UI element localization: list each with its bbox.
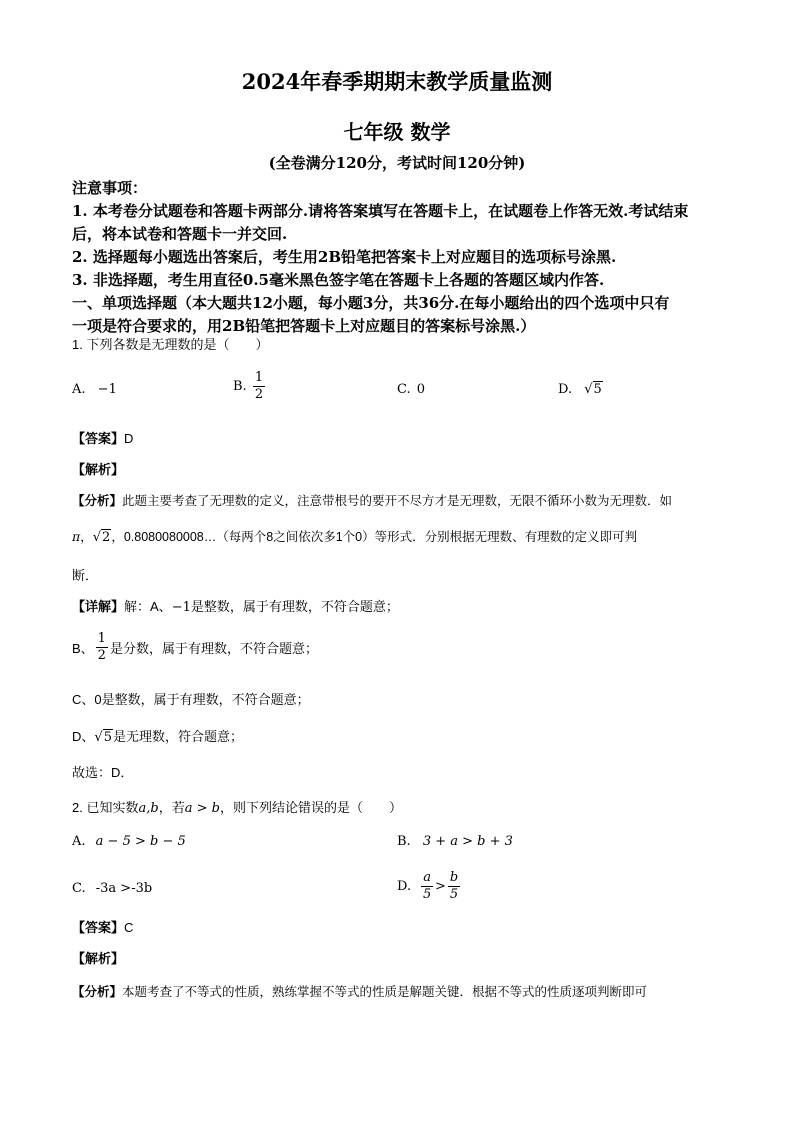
q1-option-b-num: 1 — [254, 370, 264, 385]
q1-xiangjie-b-fraction: $\frac{1}{2}$ — [97, 631, 106, 663]
q1-option-b — [233, 370, 267, 403]
q1-option-b-den: 2 — [254, 387, 264, 402]
q1-option-b-fraction — [253, 370, 265, 403]
q1-xiangjie-d: D、√5是无理数，符合题意； — [72, 729, 243, 745]
q2-stem: 2. 已知实数a,b，若a > b，则下列结论错误的是（ ） — [72, 800, 402, 816]
q1-answer-value: D — [124, 431, 134, 446]
q2-stem-condition: a > b — [184, 801, 220, 816]
q1-option-d-sqrt: √5 — [584, 382, 602, 397]
q2-option-d: D. $\frac{a}{5}$ > $\frac{b}{5}$ — [397, 870, 459, 902]
q1-fenxi-comma: ， — [80, 530, 93, 544]
page-title: 2024年春季期期末教学质量监测 — [241, 69, 553, 94]
q1-option-c-label: C. — [397, 382, 411, 397]
section-heading: 一、单项选择题（本大题共12小题，每小题3分，共36分.在每小题给出的四个选项中只有 — [72, 294, 670, 312]
q1-xiangjie-b: B、 $\frac{1}{2}$ 是分数，属于有理数，不符合题意； — [72, 631, 318, 663]
q2-option-c: C. -3a >-3b — [72, 881, 153, 896]
section-heading-cont: 一项是符合要求的，用2B铅笔把答题卡上对应题目的答案标号涂黑.） — [72, 317, 536, 335]
notes-heading: 注意事项： — [72, 179, 148, 197]
q1-option-d-label: D. — [558, 382, 573, 397]
q1-fenxi-line1 — [72, 491, 732, 509]
q1-xiangjie-tag: 【详解】 — [72, 599, 125, 614]
q2-analysis-tag: 【解析】 — [72, 951, 125, 966]
q2-option-a: A. a − 5 > b − 5 — [72, 834, 186, 849]
notes-item-2: 2. 选择题每小题选出答案后，考生用2B铅笔把答案卡上对应题目的选项标号涂黑. — [72, 248, 617, 266]
q1-conclusion: 故选：D． — [72, 765, 134, 780]
q1-option-d-radicand: 5 — [593, 382, 602, 397]
q2-fenxi: 【分析】本题考查了不等式的性质，熟练掌握不等式的性质是解题关键．根据不等式的性质逐项判断即可 — [72, 985, 648, 999]
notes-section — [72, 177, 732, 338]
q1-fenxi-sqrt2: √2 — [92, 530, 111, 545]
page-subtitle: 七年级 数学 — [343, 120, 451, 144]
q2-option-b: B. 3 + a > b + 3 — [397, 834, 513, 849]
q1-fenxi-tag: 【分析】 — [72, 494, 123, 508]
q1-fenxi-line3: 断． — [72, 568, 99, 583]
q1-fenxi-line2 — [72, 527, 732, 545]
q1-option-b-label: B. — [233, 379, 247, 394]
exam-info: (全卷满分120分，考试时间120分钟) — [268, 154, 526, 172]
q1-fenxi-text-a: 此题主要考查了无理数的定义，注意带根号的要开不尽方才是无理数，无限不循环小数为无理数．如 — [122, 494, 673, 508]
q1-xiangjie-a-value: −1 — [171, 600, 191, 615]
q2-stem-vars: a,b — [138, 801, 159, 816]
q1-option-c — [397, 382, 425, 397]
q1-answer — [72, 428, 732, 447]
q1-fenxi-pi: π — [72, 529, 81, 544]
q1-option-a — [72, 382, 117, 397]
q2-option-d-frac-b: $\frac{b}{5}$ — [449, 870, 459, 902]
notes-item-3: 3. 非选择题，考生用直径0.5毫米黑色签字笔在答题卡上各题的答题区域内作答. — [72, 271, 605, 289]
q2-option-c-value: -3a >-3b — [95, 881, 153, 896]
q2-option-a-value: a − 5 > b − 5 — [95, 834, 186, 849]
notes-item-1-cont: 后，将本试卷和答题卡一并交回. — [72, 225, 288, 243]
q2-answer-value: C — [124, 920, 134, 935]
q1-xiangjie-c: C、0是整数，属于有理数，不符合题意； — [72, 692, 310, 707]
q2-option-b-value: 3 + a > b + 3 — [422, 834, 513, 849]
q1-fenxi-text-b: ，0.8080080008…（每两个8之间依次多1个0）等形式．分别根据无理数、有理数的定义即可判 — [111, 530, 638, 544]
q1-xiangjie-a: 【详解】解：A、−1是整数，属于有理数，不符合题意； — [72, 599, 399, 615]
q1-option-a-value: −1 — [97, 382, 117, 397]
q1-answer-tag: 【答案】 — [72, 431, 125, 446]
q1-stem: 1. 下列各数是无理数的是（ ） — [72, 337, 269, 352]
q1-xiangjie-d-sqrt: √5 — [94, 730, 112, 745]
notes-item-1: 1. 本考卷分试题卷和答题卡两部分.请将答案填写在答题卡上，在试题卷上作答无效.考试结束 — [72, 202, 689, 220]
q1-option-d — [558, 382, 603, 397]
q2-answer: 【答案】C — [72, 920, 134, 935]
q2-option-d-frac-a: $\frac{a}{5}$ — [422, 870, 432, 902]
q1-option-c-value: 0 — [416, 382, 426, 397]
q1-option-a-label: A. — [72, 382, 86, 397]
q1-analysis-tag: 【解析】 — [72, 462, 125, 477]
